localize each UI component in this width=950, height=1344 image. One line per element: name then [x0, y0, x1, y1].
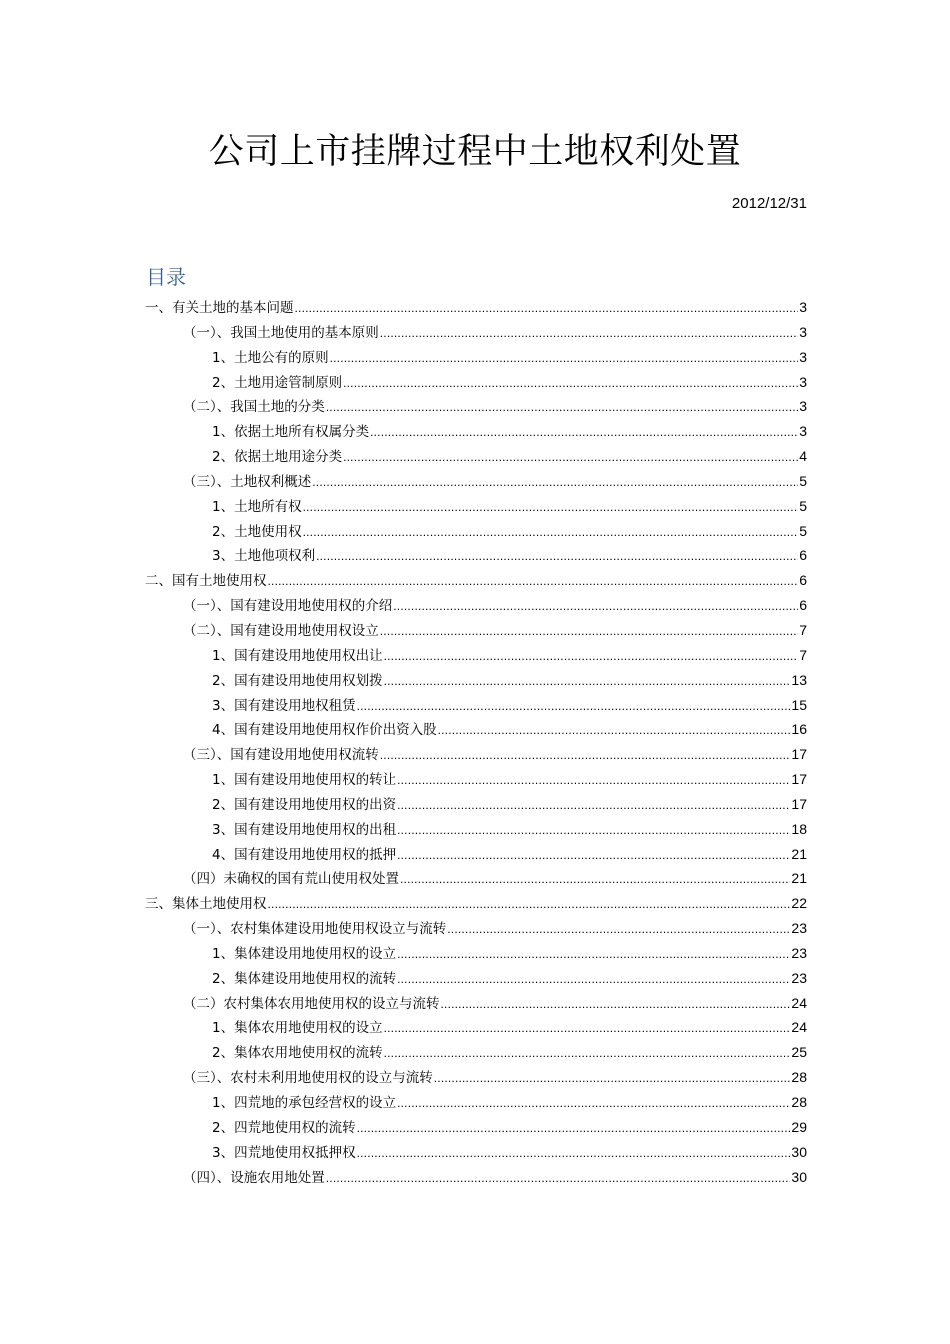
toc-entry-page-number: 17	[791, 795, 807, 812]
toc-entry-page-number: 3	[799, 348, 807, 365]
toc-entry-title: 2、四荒地使用权的流转	[212, 1119, 356, 1136]
toc-dot-leader	[438, 718, 791, 743]
toc-entry[interactable]	[145, 966, 807, 991]
toc-dot-leader	[393, 594, 798, 619]
toc-entry[interactable]	[145, 618, 807, 643]
toc-entry-page-number: 16	[791, 721, 807, 738]
toc-entry-page-number: 15	[791, 696, 807, 713]
toc-dot-leader	[397, 818, 790, 843]
toc-entry-page-number: 4	[799, 448, 807, 465]
toc-entry-title: （一）、国有建设用地使用权的介绍	[183, 598, 393, 615]
toc-entry-page-number: 28	[791, 1094, 807, 1110]
toc-entry-page-number: 25	[791, 1044, 807, 1061]
table-of-contents	[145, 295, 807, 1189]
toc-dot-leader	[384, 1041, 791, 1066]
toc-entry-page-number: 6	[799, 547, 807, 564]
toc-entry[interactable]	[145, 519, 807, 544]
toc-entry[interactable]	[145, 643, 807, 668]
toc-dot-leader	[343, 371, 798, 396]
toc-entry[interactable]	[145, 693, 807, 718]
toc-dot-leader	[312, 470, 798, 495]
toc-entry[interactable]	[145, 1090, 807, 1115]
toc-dot-leader	[447, 917, 790, 942]
toc-entry-page-number: 7	[799, 646, 807, 663]
toc-entry-page-number: 23	[791, 944, 807, 961]
toc-entry-page-number: 23	[791, 920, 807, 937]
toc-entry[interactable]	[145, 394, 807, 419]
toc-entry-page-number: 17	[791, 771, 807, 788]
toc-entry-title: 4、国有建设用地使用权的抵押	[212, 846, 397, 863]
toc-entry-title: 一、有关土地的基本问题	[145, 300, 294, 316]
toc-entry-title: （二）、我国土地的分类	[183, 399, 325, 416]
toc-entry-title: 4、国有建设用地使用权作价出资入股	[212, 722, 437, 739]
toc-dot-leader	[380, 743, 791, 768]
toc-entry[interactable]	[145, 444, 807, 469]
toc-entry-page-number: 21	[791, 870, 807, 887]
toc-entry-page-number: 17	[791, 746, 807, 763]
toc-entry-title: 1、土地所有权	[212, 498, 302, 515]
toc-entry-title: （一）、我国土地使用的基本原则	[183, 324, 379, 341]
toc-entry-page-number: 6	[799, 572, 807, 589]
toc-entry-title: 2、国有建设用地使用权的出资	[212, 796, 397, 813]
toc-entry-page-number: 23	[791, 969, 807, 986]
toc-dot-leader	[330, 346, 799, 371]
toc-entry-title: 2、集体建设用地使用权的流转	[212, 970, 397, 987]
toc-entry-page-number: 18	[791, 820, 807, 837]
toc-entry-title: 1、依据土地所有权属分类	[212, 424, 370, 441]
toc-entry-title: （二）、国有建设用地使用权设立	[183, 622, 379, 639]
toc-entry-title: 2、国有建设用地使用权划拨	[212, 672, 383, 689]
toc-entry-title: 1、土地公有的原则	[212, 349, 329, 366]
toc-entry-title: （三）、国有建设用地使用权流转	[183, 747, 379, 764]
toc-entry-title: （三）、农村未利用地使用权的设立与流转	[183, 1070, 433, 1087]
toc-dot-leader	[384, 1016, 791, 1041]
toc-dot-leader	[370, 420, 798, 445]
toc-entry-title: 1、集体农用地使用权的设立	[212, 1020, 383, 1037]
toc-dot-leader	[441, 992, 791, 1017]
toc-entry[interactable]	[145, 668, 807, 693]
toc-entry[interactable]	[145, 345, 807, 370]
toc-dot-leader	[434, 1066, 791, 1091]
toc-entry[interactable]	[145, 1140, 807, 1165]
toc-entry-title: （三）、土地权利概述	[183, 473, 312, 490]
toc-entry[interactable]	[145, 991, 807, 1016]
toc-entry[interactable]	[145, 1065, 807, 1090]
toc-entry-page-number: 6	[799, 597, 807, 614]
toc-entry-title: 1、集体建设用地使用权的设立	[212, 945, 397, 962]
toc-entry[interactable]	[145, 842, 807, 867]
toc-entry-page-number: 21	[791, 845, 807, 862]
document-date: 2012/12/31	[731, 195, 807, 212]
toc-entry-title: 2、土地用途管制原则	[212, 374, 343, 391]
toc-entry-title: 3、四荒地使用权抵押权	[212, 1144, 356, 1161]
toc-heading: 目录	[146, 265, 186, 289]
toc-dot-leader	[343, 445, 798, 470]
toc-entry-page-number: 13	[791, 671, 807, 688]
toc-dot-leader	[268, 892, 791, 917]
toc-entry-page-number: 30	[791, 1143, 807, 1160]
toc-entry-title: 1、四荒地的承包经营权的设立	[212, 1095, 397, 1111]
toc-entry-page-number: 5	[799, 497, 807, 514]
toc-entry[interactable]	[145, 494, 807, 519]
toc-entry-title: 二、国有土地使用权	[145, 573, 267, 590]
toc-entry-title: （四）、设施农用地处置	[183, 1169, 325, 1186]
toc-entry-title: 1、国有建设用地使用权的转让	[212, 772, 397, 789]
toc-entry-page-number: 3	[799, 398, 807, 415]
toc-entry-page-number: 3	[799, 323, 807, 340]
toc-entry[interactable]	[145, 1040, 807, 1065]
toc-entry[interactable]	[145, 916, 807, 941]
toc-entry[interactable]	[145, 469, 807, 494]
toc-entry-title: 2、集体农用地使用权的流转	[212, 1045, 383, 1062]
toc-dot-leader	[268, 569, 799, 594]
toc-dot-leader	[326, 1166, 791, 1191]
toc-dot-leader	[303, 520, 799, 545]
toc-entry[interactable]	[145, 717, 807, 742]
toc-dot-leader	[316, 544, 798, 569]
toc-entry-title: 2、土地使用权	[212, 523, 302, 540]
toc-entry-page-number: 28	[791, 1069, 807, 1086]
toc-dot-leader	[326, 395, 798, 420]
toc-entry[interactable]	[145, 817, 807, 842]
toc-dot-leader	[303, 495, 799, 520]
toc-entry-page-number: 5	[799, 522, 807, 539]
toc-dot-leader	[397, 768, 790, 793]
toc-entry[interactable]	[145, 568, 807, 593]
toc-dot-leader	[295, 296, 799, 321]
toc-entry[interactable]	[145, 792, 807, 817]
toc-dot-leader	[357, 1141, 791, 1166]
toc-entry[interactable]	[145, 1165, 807, 1190]
toc-entry-title: （四）未确权的国有荒山使用权处置	[183, 871, 399, 888]
toc-entry[interactable]	[145, 419, 807, 444]
toc-dot-leader	[380, 321, 798, 346]
toc-dot-leader	[397, 967, 790, 992]
toc-entry[interactable]	[145, 593, 807, 618]
toc-entry[interactable]	[145, 767, 807, 792]
toc-entry[interactable]	[145, 941, 807, 966]
toc-entry[interactable]	[145, 891, 807, 916]
toc-entry-title: 三、集体土地使用权	[145, 896, 267, 913]
toc-entry-page-number: 3	[799, 299, 807, 315]
toc-entry-page-number: 22	[791, 895, 807, 912]
toc-entry-title: 3、土地他项权利	[212, 548, 316, 565]
toc-entry-title: 1、国有建设用地使用权出让	[212, 647, 383, 664]
toc-entry-title: 2、依据土地用途分类	[212, 449, 343, 466]
document-title: 公司上市挂牌过程中土地权利处置	[208, 132, 742, 172]
toc-entry[interactable]	[145, 543, 807, 568]
toc-entry-page-number: 30	[791, 1168, 807, 1185]
toc-dot-leader	[397, 843, 790, 868]
toc-entry[interactable]	[145, 370, 807, 395]
toc-entry[interactable]	[145, 1115, 807, 1140]
toc-entry-page-number: 24	[791, 1019, 807, 1036]
toc-entry-page-number: 3	[799, 373, 807, 390]
toc-entry-page-number: 24	[791, 994, 807, 1011]
toc-entry-title: （二）农村集体农用地使用权的设立与流转	[183, 995, 440, 1012]
toc-entry-page-number: 3	[799, 423, 807, 440]
toc-dot-leader	[400, 867, 790, 892]
toc-entry-page-number: 7	[799, 621, 807, 638]
toc-entry[interactable]	[145, 1015, 807, 1040]
toc-dot-leader	[357, 1116, 791, 1141]
toc-entry[interactable]	[145, 742, 807, 767]
toc-entry[interactable]	[145, 866, 807, 891]
toc-entry-title: 3、国有建设用地使用权的出租	[212, 821, 397, 838]
toc-dot-leader	[380, 619, 798, 644]
toc-entry-title: 3、国有建设用地权租赁	[212, 697, 356, 714]
toc-entry-page-number: 29	[791, 1118, 807, 1135]
toc-dot-leader	[384, 669, 791, 694]
toc-dot-leader	[397, 793, 790, 818]
toc-entry[interactable]	[145, 295, 807, 320]
toc-dot-leader	[357, 694, 791, 719]
toc-entry[interactable]	[145, 320, 807, 345]
toc-dot-leader	[397, 942, 790, 967]
toc-dot-leader	[397, 1091, 790, 1116]
toc-entry-page-number: 5	[799, 472, 807, 489]
toc-entry-title: （一）、农村集体建设用地使用权设立与流转	[183, 921, 447, 938]
toc-dot-leader	[384, 644, 799, 669]
